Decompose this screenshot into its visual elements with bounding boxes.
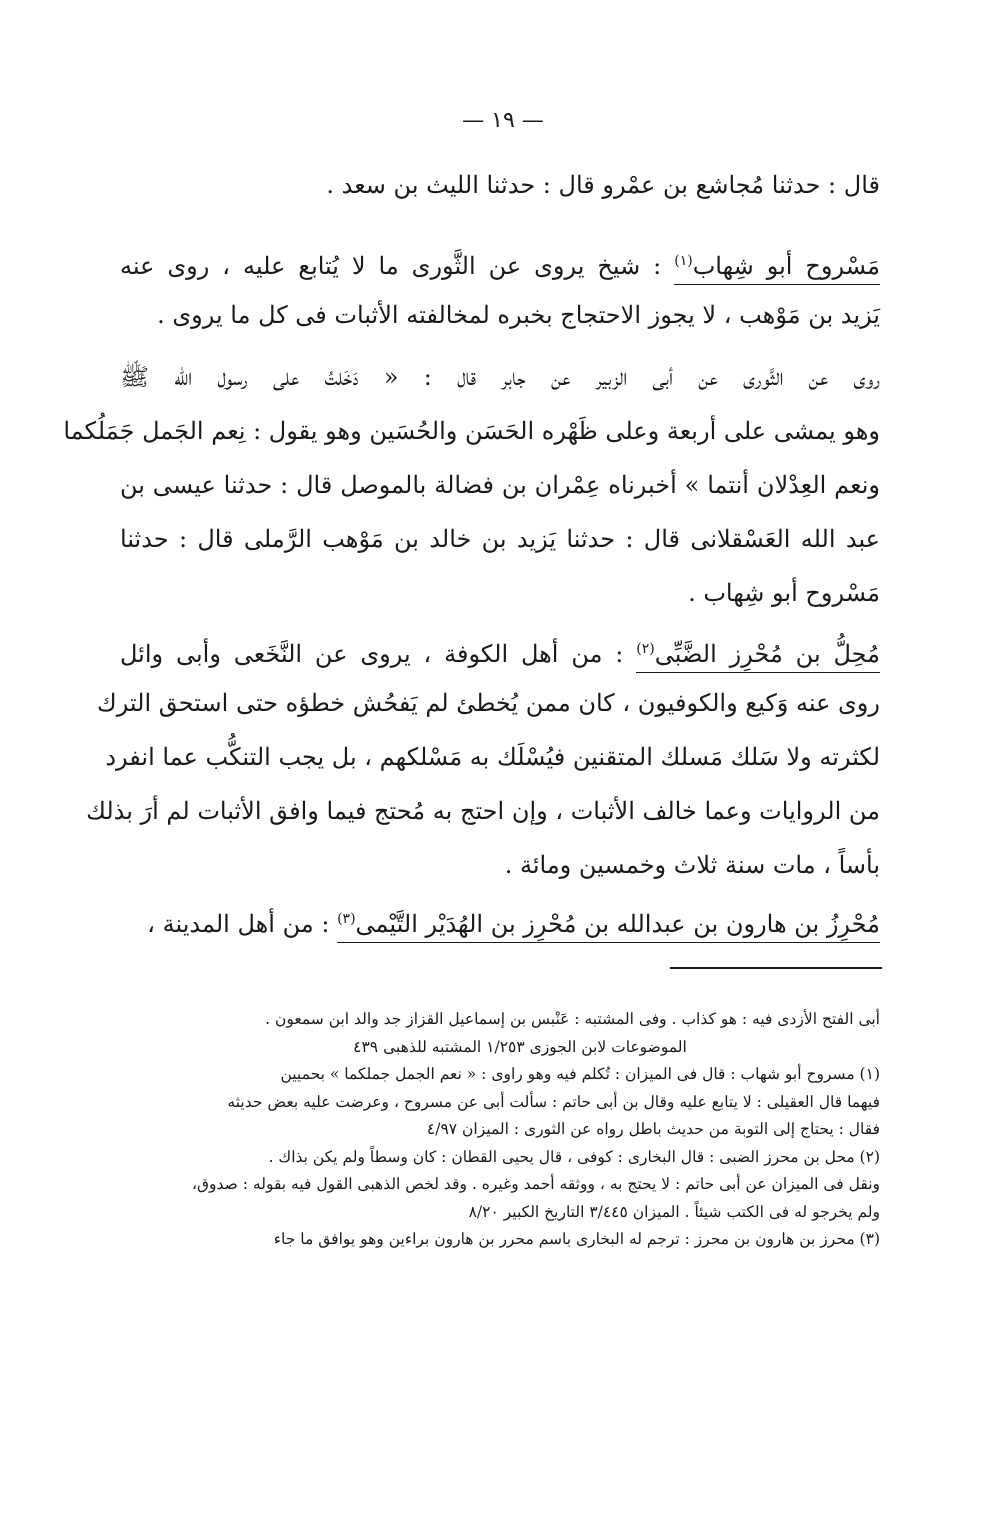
footnote-reference: الموضوعات لابن الجوزى ١/٢٥٣ المشتبه للذهبى ٤٣٩ <box>353 1037 687 1056</box>
footnote-line: فيهما قال العقيلى : لا يتابع عليه وقال بن أبى حاتم : سألت أبى عن مسروح ، وعرضت عليه بعض حديثه <box>227 1092 880 1111</box>
text-line: روى عن الثَّورى عن أبى الزبير عن جابر قال : « دَخَلتُ على رسول الله ﷺ <box>120 363 880 391</box>
hadith-paragraph <box>63 350 880 620</box>
footnote-line: ولم يخرجو له فى الكتب شيئاً . الميزان ٣/٤٤٥ التاريخ الكبير ٨/٢٠ <box>468 1202 880 1221</box>
footnote-line: (٣) محرز بن هارون بن محرز : ترجم له البخارى باسم محرر بن هارون براءين وهو يوافق ما جاء <box>273 1230 880 1248</box>
main-text <box>120 158 880 212</box>
footnote-separator <box>670 967 882 969</box>
text-line: وهو يمشى على أربعة وعلى ظَهْره الحَسَن والحُسَين وهو يقول : نِعم الجَمل جَمَلُكما <box>63 417 880 445</box>
text-line: لكثرته ولا سَلك مَسلك المتقنين فيُسْلَك به مَسْلكهم ، بل يجب التنكُّب عما انفرد <box>105 743 880 771</box>
entry-muhill <box>86 622 881 892</box>
text-line: من الروايات وعما خالف الأثبات ، وإن احتج به مُحتج فيما وافق الأثبات لم أرَ بذلك <box>86 797 880 825</box>
text-line: قال : حدثنا مُجاشع بن عمْرو قال : حدثنا الليث بن سعد . <box>326 171 880 199</box>
entry-masruh <box>120 234 880 342</box>
text-line: بأساً ، مات سنة ثلاث وخمسين ومائة . <box>504 851 880 879</box>
page-number: — ١٩ — <box>462 108 544 133</box>
footnotes <box>160 1006 880 1254</box>
entry-heading: مَسْروح أبو شِهاب$^{(١)}$ <box>674 252 880 285</box>
footnote-line: ونقل فى الميزان عن أبى حاتم : لا يحتج به ، ووثقه أحمد وغيره . وقد لخص الذهبى القول فيه بقوله : صدوق، <box>192 1175 880 1193</box>
footnote-line: فقال : يحتاج إلى التوبة من حديث باطل رواه عن الثورى : الميزان ٤/٩٧ <box>426 1120 880 1138</box>
text-line: يَزيد بن مَوْهب ، لا يجوز الاحتجاج بخبره لمخالفته الأثبات فى كل ما يروى . <box>157 301 880 329</box>
entry-heading: مُحِلُّ بن مُحْرِز الضَّبِّى$^{(٢)}$ <box>636 640 880 673</box>
footnote-line: أبى الفتح الأزدى فيه : هو كذاب . وفى المشتبه : عَنْبس بن إسماعيل القزاز جد والد ابن سمعون . <box>265 1010 880 1028</box>
text-line: مَسْروح أبو شِهاب . <box>688 579 880 607</box>
text-line: روى عنه وَكيع والكوفيون ، كان ممن يُخطئ لم يَفحُش خطؤه حتى استحق الترك <box>96 689 880 717</box>
footnote-line: (١) مسروح أبو شهاب : قال فى الميزان : تُكلم فيه وهو راوى : « نعم الجمل جملكما » بحميين <box>280 1065 880 1083</box>
text-line: ونعم العِدْلان أنتما » أخبرناه عِمْران بن فضالة بالموصل قال : حدثنا عيسى بن <box>120 471 880 499</box>
text-line: مُحِلُّ بن مُحْرِز الضَّبِّى$^{(٢)}$ : من أهل الكوفة ، يروى عن النَّخَعى وأبى وائل <box>120 622 880 676</box>
footnote-line: (٢) محل بن محرز الضبى : قال البخارى : كوفى ، قال يحيى القطان : كان وسطاً ولم يكن بذاك . <box>268 1147 880 1166</box>
entry-muhriz <box>120 892 880 946</box>
text-line: عبد الله العَسْقلانى قال : حدثنا يَزيد بن خالد بن مَوْهب الرَّملى قال : حدثنا <box>120 525 880 553</box>
entry-heading: مُحْرِزُ بن هارون بن عبدالله بن مُحْرِز بن الهُدَيْر التَّيْمى$^{(٣)}$ <box>337 910 880 943</box>
text-line: مُحْرِزُ بن هارون بن عبدالله بن مُحْرِز بن الهُدَيْر التَّيْمى$^{(٣)}$ : من أهل المدينة ، <box>120 892 880 946</box>
text-line: مَسْروح أبو شِهاب$^{(١)}$ : شيخ يروى عن الثَّورى ما لا يُتابع عليه ، روى عنه <box>120 234 880 288</box>
